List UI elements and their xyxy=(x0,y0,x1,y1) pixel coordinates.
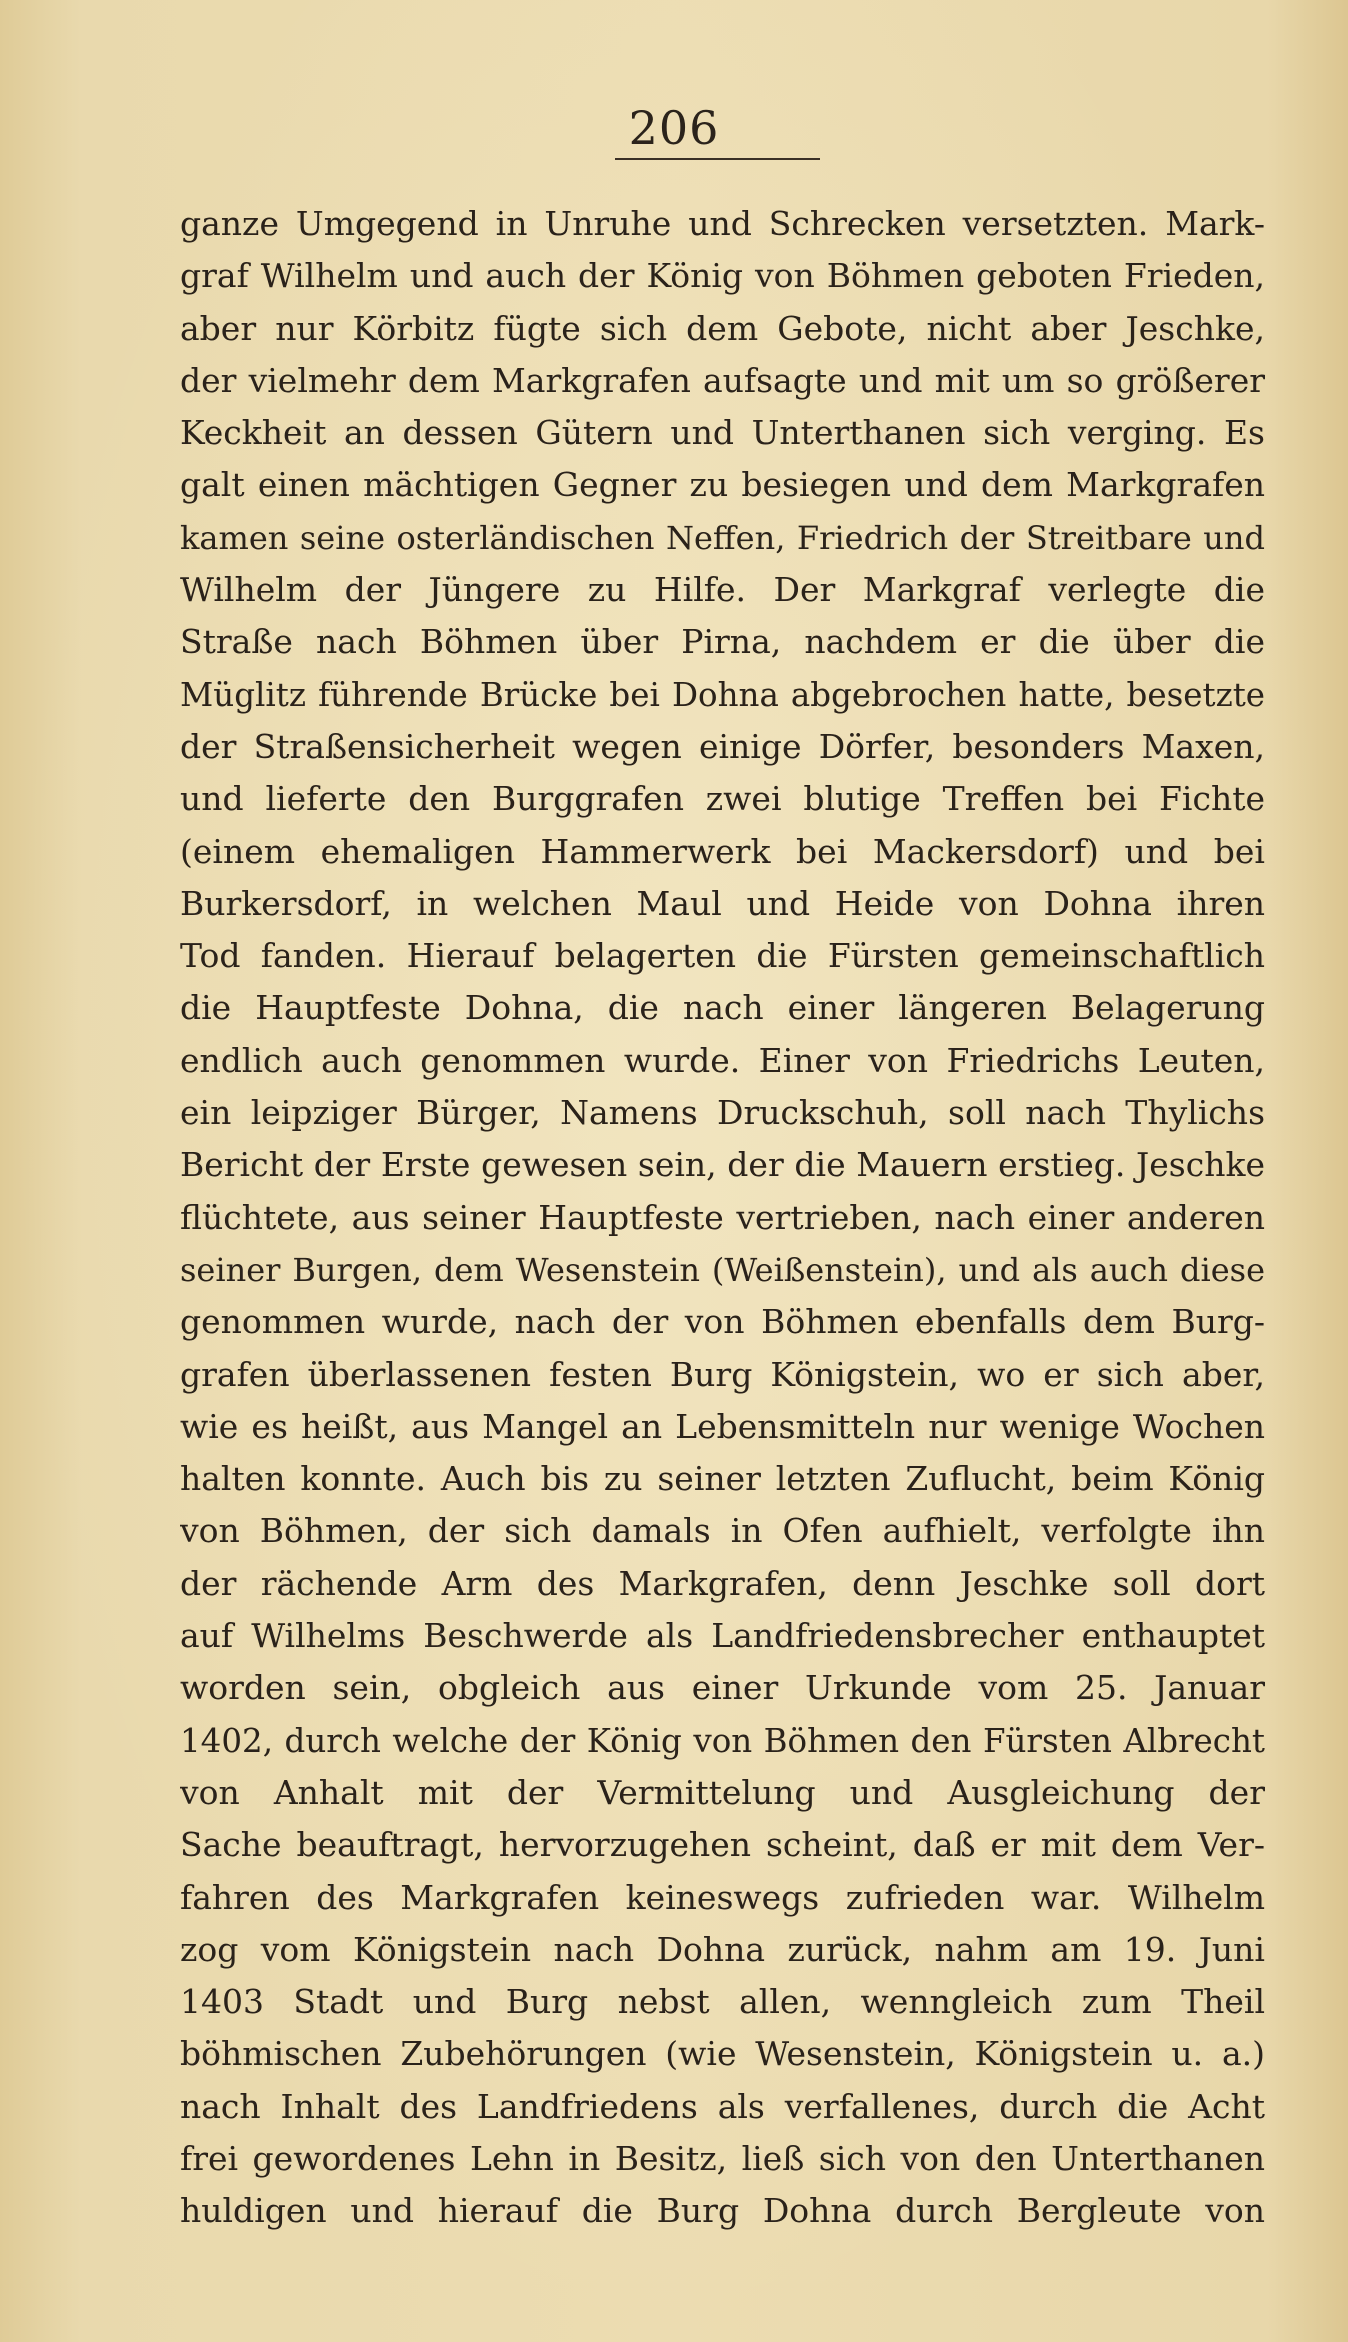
text-line: Bericht der Erste gewesen sein, der die Mauern erstieg. Jeschke xyxy=(180,1145,1265,1185)
text-line: und lieferte den Burggrafen zwei blutige Treffen bei Fichte xyxy=(180,779,1265,819)
text-line: der Straßensicherheit wegen einige Dörfer, besonders Maxen, xyxy=(180,726,1265,766)
text-line: (einem ehemaligen Hammerwerk bei Mackersdorf) und bei xyxy=(180,831,1265,871)
text-line: Burkersdorf, in welchen Maul und Heide von Dohna ihren xyxy=(180,883,1265,923)
text-line: fahren des Markgrafen keineswegs zufrieden war. Wilhelm xyxy=(180,1877,1265,1917)
text-line: galt einen mächtigen Gegner zu besiegen und dem Markgrafen xyxy=(180,465,1265,505)
text-line: böhmischen Zubehörungen (wie Wesenstein, Königstein u. a.) xyxy=(180,2034,1265,2074)
body-text xyxy=(180,198,1265,2238)
text-line: Müglitz führende Brücke bei Dohna abgebrochen hatte, besetzte xyxy=(180,675,1265,714)
text-line: huldigen und hierauf die Burg Dohna durch Bergleute von xyxy=(180,2191,1265,2231)
text-line: auf Wilhelms Beschwerde als Landfriedensbrecher enthauptet xyxy=(180,1616,1265,1656)
text-line: ein leipziger Bürger, Namens Druckschuh, soll nach Thylichs xyxy=(180,1093,1265,1133)
page-number: 206 xyxy=(628,101,720,155)
text-line: halten konnte. Auch bis zu seiner letzten Zuflucht, beim König xyxy=(180,1459,1265,1499)
text-line: 1403 Stadt und Burg nebst allen, wenngleich zum Theil xyxy=(180,1982,1265,2022)
text-line: Wilhelm der Jüngere zu Hilfe. Der Markgraf verlegte die xyxy=(180,570,1265,610)
text-line: der vielmehr dem Markgrafen aufsagte und mit um so größerer xyxy=(180,360,1265,400)
text-line: grafen überlassenen festen Burg Königstein, wo er sich aber, xyxy=(180,1354,1265,1394)
text-line: Sache beauftragt, hervorzugehen scheint, daß er mit dem Ver- xyxy=(180,1825,1265,1865)
text-line: Tod fanden. Hierauf belagerten die Fürsten gemeinschaftlich xyxy=(180,936,1265,976)
text-line: Straße nach Böhmen über Pirna, nachdem er die über die xyxy=(180,622,1265,662)
text-line: aber nur Körbitz fügte sich dem Gebote, nicht aber Jeschke, xyxy=(180,308,1265,348)
text-line: seiner Burgen, dem Wesenstein (Weißenstein), und als auch diese xyxy=(180,1250,1265,1289)
text-line: endlich auch genommen wurde. Einer von Friedrichs Leuten, xyxy=(180,1040,1265,1080)
text-line: flüchtete, aus seiner Hauptfeste vertrieben, nach einer anderen xyxy=(180,1197,1265,1237)
text-line: 1402, durch welche der König von Böhmen den Fürsten Albrecht xyxy=(180,1721,1265,1760)
header-rule xyxy=(615,158,820,160)
text-line: von Böhmen, der sich damals in Ofen aufhielt, verfolgte ihn xyxy=(180,1511,1265,1551)
text-line: Keckheit an dessen Gütern und Unterthanen sich verging. Es xyxy=(180,413,1265,453)
text-line: kamen seine osterländischen Neffen, Friedrich der Streitbare und xyxy=(180,518,1265,557)
text-line: zog vom Königstein nach Dohna zurück, nahm am 19. Juni xyxy=(180,1929,1265,1969)
text-line: von Anhalt mit der Vermittelung und Ausgleichung der xyxy=(180,1772,1265,1812)
text-line: ganze Umgegend in Unruhe und Schrecken versetzten. Mark- xyxy=(180,204,1265,243)
text-line: wie es heißt, aus Mangel an Lebensmitteln nur wenige Wochen xyxy=(180,1406,1265,1446)
text-line: graf Wilhelm und auch der König von Böhmen geboten Frieden, xyxy=(180,256,1265,296)
text-line: der rächende Arm des Markgrafen, denn Jeschke soll dort xyxy=(180,1563,1265,1603)
text-line: genommen wurde, nach der von Böhmen ebenfalls dem Burg- xyxy=(180,1302,1265,1342)
text-line: frei gewordenes Lehn in Besitz, ließ sich von den Unterthanen xyxy=(180,2138,1265,2178)
text-line: die Hauptfeste Dohna, die nach einer längeren Belagerung xyxy=(180,988,1265,1028)
text-line: nach Inhalt des Landfriedens als verfallenes, durch die Acht xyxy=(180,2086,1265,2126)
text-line: worden sein, obgleich aus einer Urkunde vom 25. Januar xyxy=(180,1668,1265,1708)
